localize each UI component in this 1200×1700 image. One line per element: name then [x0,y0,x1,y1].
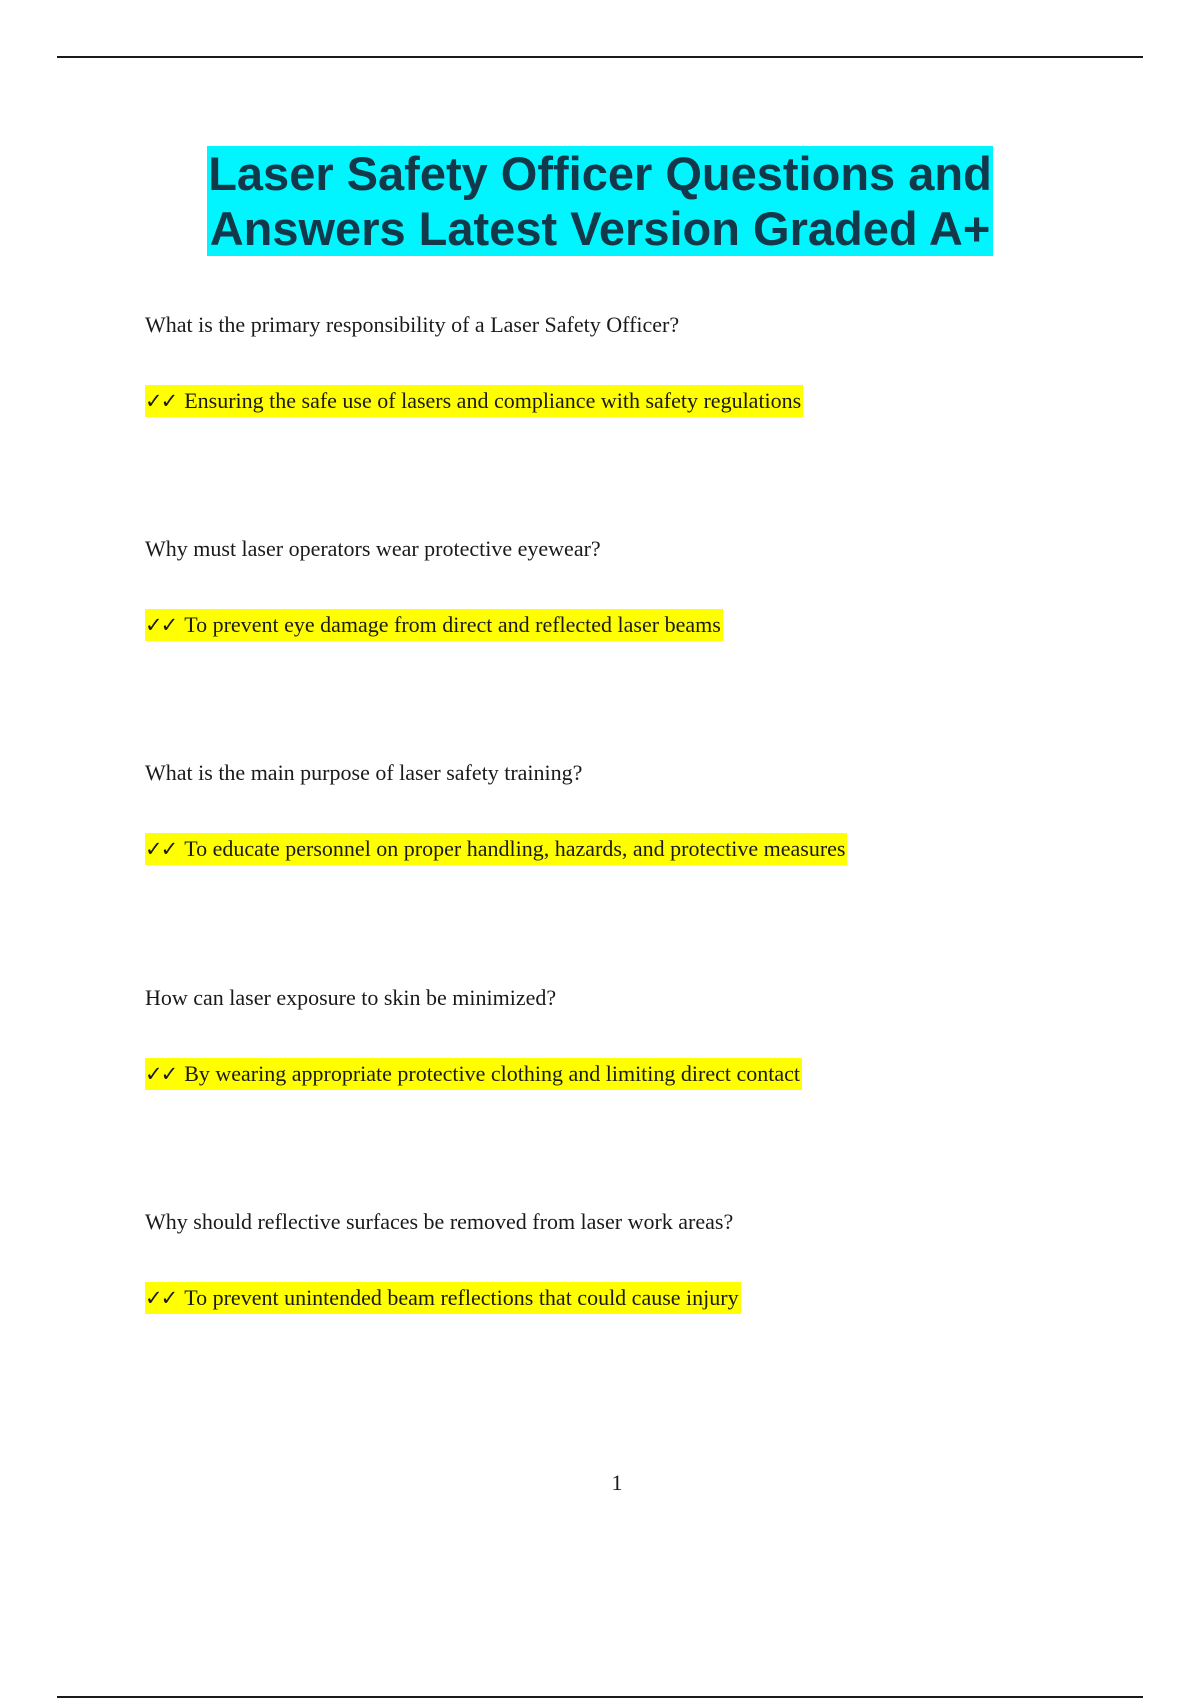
document-title [207,146,993,256]
answer-4 [145,1058,802,1090]
double-check-icon: ✓✓ [145,1286,177,1310]
question-2: Why must laser operators wear protective eyewear? [145,536,601,561]
answer-1 [145,385,803,417]
answer-3 [145,833,847,865]
double-check-icon: ✓✓ [145,837,177,861]
page-number: 1 [611,1470,623,1495]
document-title-line-1: Laser Safety Officer Questions and [208,147,992,200]
double-check-icon: ✓✓ [145,1062,177,1086]
answer-5-text: To prevent unintended beam reflections that could cause injury [184,1285,739,1310]
answer-2-text: To prevent eye damage from direct and reflected laser beams [184,612,721,637]
footer-rule [57,1696,1143,1698]
answer-1-text: Ensuring the safe use of lasers and compliance with safety regulations [184,388,802,413]
question-4: How can laser exposure to skin be minimized? [145,985,557,1010]
double-check-icon: ✓✓ [145,389,177,413]
answer-4-text: By wearing appropriate protective clothing and limiting direct contact [184,1061,800,1086]
answer-2 [145,609,723,641]
answer-3-text: To educate personnel on proper handling, hazards, and protective measures [184,836,846,861]
title-block [0,146,1200,256]
double-check-icon: ✓✓ [145,613,177,637]
document-title-line-2: Answers Latest Version Graded A+ [209,202,991,255]
header-rule [57,56,1143,58]
answer-5 [145,1282,741,1314]
question-5: Why should reflective surfaces be removed from laser work areas? [145,1209,734,1234]
question-3: What is the main purpose of laser safety training? [145,760,583,785]
question-1: What is the primary responsibility of a Laser Safety Officer? [145,312,680,337]
